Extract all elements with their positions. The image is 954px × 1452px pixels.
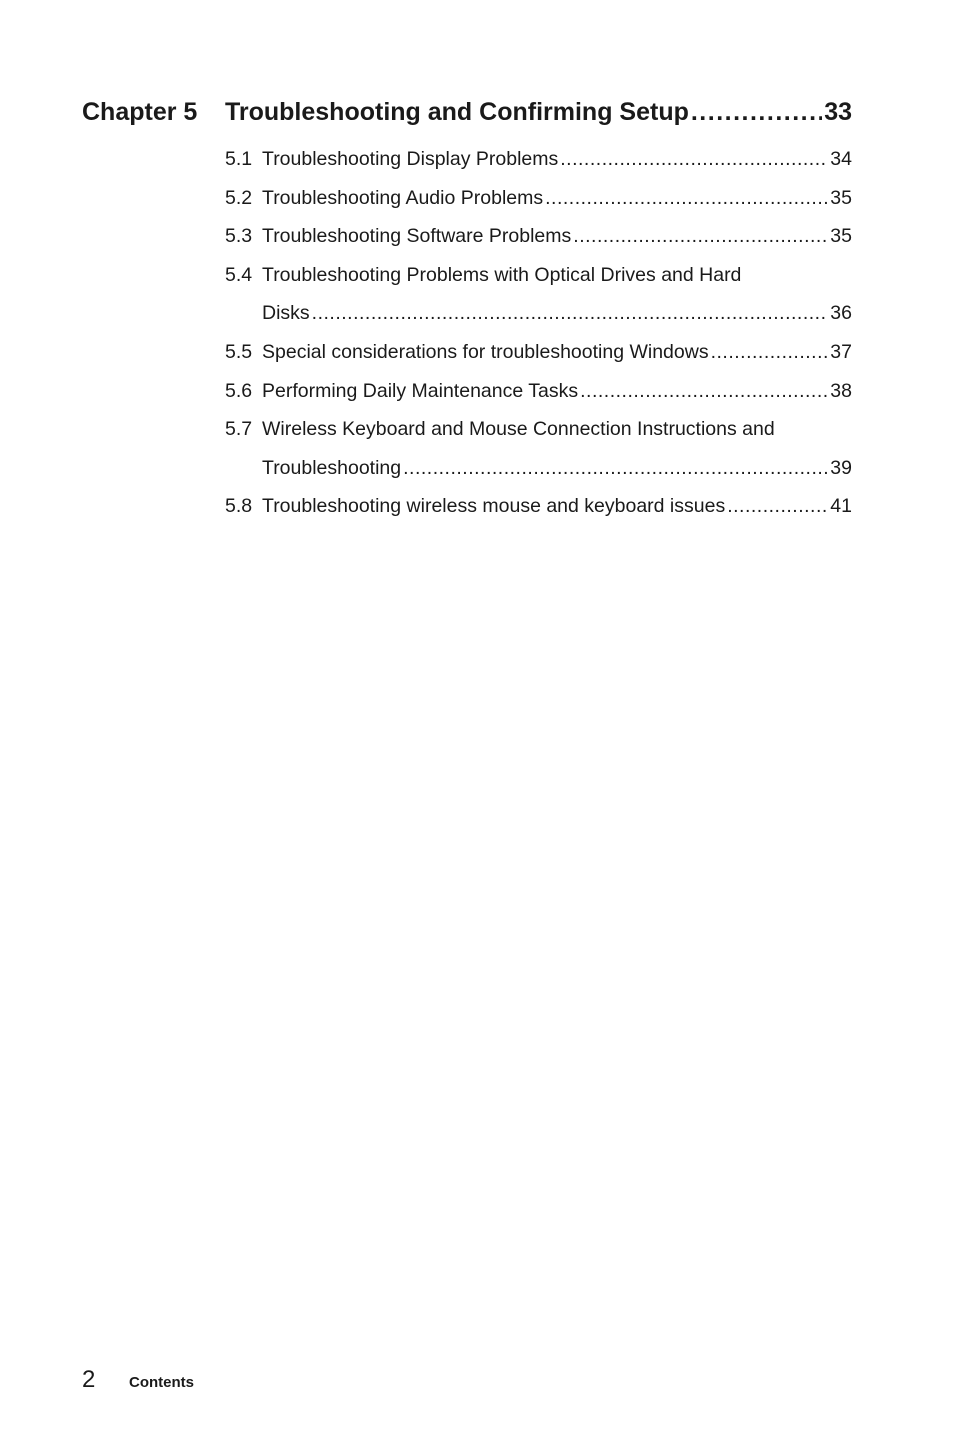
toc-entry-line: [225, 410, 852, 449]
toc-entry-page-number: 39: [830, 456, 852, 479]
toc-entry-line: [225, 487, 852, 526]
toc-entry-number: 5.5: [225, 340, 253, 363]
toc-entry[interactable]: [225, 179, 852, 218]
toc-entry-title: Troubleshooting Software Problems: [262, 225, 572, 248]
toc-entry[interactable]: [225, 410, 852, 487]
footer-page-number: 2: [82, 1366, 96, 1393]
toc-entry-title: Troubleshooting wireless mouse and keyboard issues: [262, 495, 726, 518]
toc-entry-page-number: 34: [830, 148, 852, 170]
toc-entry[interactable]: [225, 217, 852, 256]
toc-entry-number: 5.4: [225, 263, 253, 286]
dot-leader: [545, 179, 828, 218]
toc-entry-title: Troubleshooting: [262, 456, 402, 479]
toc-entry-page-number: 41: [830, 495, 852, 518]
toc-entry-line: [225, 372, 852, 411]
dot-leader: [711, 333, 829, 372]
toc-entry-number: 5.3: [225, 225, 253, 248]
toc-entry-number: 5.7: [225, 418, 253, 441]
toc-entry[interactable]: [225, 333, 852, 372]
dot-leader: [560, 140, 828, 179]
toc-entry-number: 5.6: [225, 379, 253, 402]
footer-section-title: Contents: [129, 1374, 194, 1391]
toc-chapter-heading[interactable]: [82, 98, 852, 134]
toc-entry-line: [225, 333, 852, 372]
chapter-title: Troubleshooting and Confirming Setup: [225, 98, 689, 126]
toc-entry-page-number: 35: [830, 225, 852, 248]
dot-leader: [312, 294, 829, 333]
toc-entry-line: [225, 217, 852, 256]
toc-entry[interactable]: [225, 372, 852, 411]
chapter-title-row: [225, 98, 852, 127]
toc-entry-page-number: 37: [830, 340, 852, 363]
dot-leader: [403, 449, 828, 488]
toc-entry-list: [225, 140, 852, 526]
toc-entry-number: 5.2: [225, 186, 253, 209]
toc-entry-title: Special considerations for troubleshooting Windows: [262, 340, 709, 363]
toc-entry-line: [225, 294, 852, 333]
toc-entry-line: [225, 179, 852, 218]
dot-leader: [691, 98, 822, 127]
toc-entry[interactable]: [225, 487, 852, 526]
toc-entry-title: Performing Daily Maintenance Tasks: [262, 379, 579, 402]
toc-entry-title: Troubleshooting Audio Problems: [262, 186, 544, 209]
chapter-page-number: 33: [824, 98, 852, 126]
toc-entry-title: Troubleshooting Problems with Optical Drives and Hard: [262, 263, 742, 286]
toc-entry-number: 5.1: [225, 148, 253, 170]
toc-entry[interactable]: [225, 140, 852, 179]
toc-entry-title: Troubleshooting Display Problems: [262, 148, 559, 170]
toc-entry-line: [225, 140, 852, 179]
page-footer: [82, 1366, 194, 1394]
toc-entry-page-number: 38: [830, 379, 852, 402]
toc-entry-title: Wireless Keyboard and Mouse Connection Instructions and: [262, 418, 775, 441]
dot-leader: [573, 217, 828, 256]
toc-entry-line: [225, 449, 852, 488]
dot-leader: [727, 487, 828, 526]
toc-entry-page-number: 35: [830, 186, 852, 209]
toc-entry-line: [225, 256, 852, 295]
dot-leader: [580, 372, 828, 411]
chapter-label: Chapter 5: [82, 98, 198, 126]
toc-entry[interactable]: [225, 256, 852, 333]
toc-entry-title: Disks: [262, 302, 310, 325]
toc-entry-number: 5.8: [225, 495, 253, 518]
toc-entry-page-number: 36: [830, 302, 852, 325]
